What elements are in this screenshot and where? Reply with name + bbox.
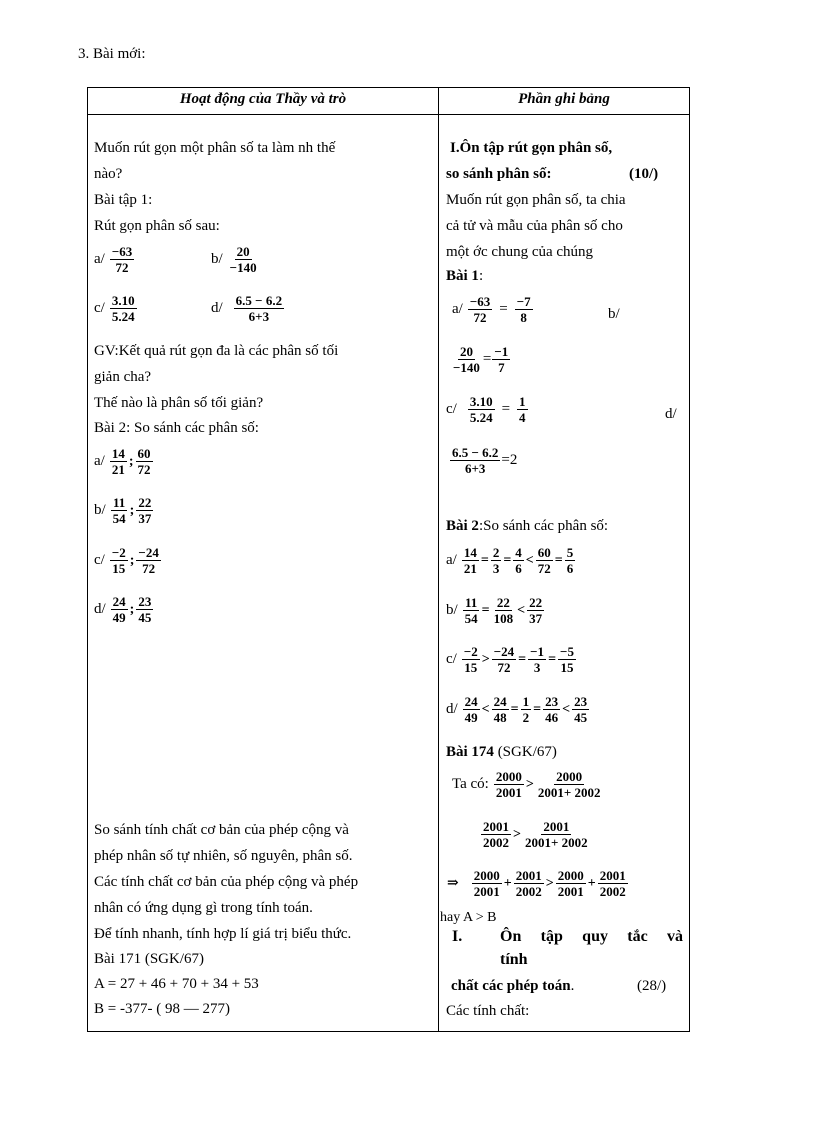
denominator: 6 bbox=[566, 561, 574, 576]
denominator: 72 bbox=[497, 660, 511, 675]
denominator: 3 bbox=[492, 561, 500, 576]
fraction bbox=[527, 595, 544, 626]
denominator: 2002 bbox=[483, 835, 509, 850]
fraction bbox=[598, 868, 628, 899]
numerator: −24 bbox=[493, 644, 515, 659]
exercise-2c bbox=[94, 545, 162, 576]
denominator: 45 bbox=[138, 610, 152, 625]
operator: = bbox=[510, 701, 519, 717]
fraction bbox=[111, 594, 128, 625]
section-title bbox=[451, 978, 574, 995]
operator: < bbox=[517, 602, 526, 618]
period: . bbox=[570, 978, 575, 994]
section-title: so sánh phân số: bbox=[446, 166, 552, 182]
numerator: 3.10 bbox=[469, 394, 493, 409]
separator: ; bbox=[129, 601, 135, 617]
fraction bbox=[536, 545, 553, 576]
denominator: 49 bbox=[464, 710, 478, 725]
comparison-1 bbox=[452, 769, 604, 800]
fraction bbox=[234, 293, 284, 324]
fraction bbox=[111, 495, 128, 526]
operator: > bbox=[513, 826, 521, 842]
denominator: 2001+ 2002 bbox=[524, 835, 588, 850]
exercise-title: Bài 2: So sánh các phân số: bbox=[94, 420, 259, 436]
numerator: 1 bbox=[522, 694, 530, 709]
denominator: 5.24 bbox=[111, 309, 135, 324]
denominator: 2001 bbox=[557, 884, 584, 899]
exercise-reference: (SGK/67) bbox=[493, 744, 557, 760]
item-label: d/ bbox=[211, 300, 223, 316]
numerator: 2001 bbox=[515, 868, 542, 883]
separator: ; bbox=[128, 453, 134, 469]
section-title: tính bbox=[500, 951, 528, 968]
item-label: b/ bbox=[94, 502, 106, 518]
fraction bbox=[514, 868, 544, 899]
numerator: −5 bbox=[560, 644, 574, 659]
denominator: 72 bbox=[537, 561, 551, 576]
text-line: So sánh tính chất cơ bản của phép cộng và bbox=[94, 822, 349, 838]
denominator: 46 bbox=[545, 710, 559, 725]
denominator: −140 bbox=[229, 260, 257, 275]
answer-2c bbox=[446, 644, 577, 675]
denominator: 8 bbox=[520, 310, 527, 325]
numerator: 20 bbox=[236, 244, 250, 259]
equals-sign: = bbox=[482, 351, 492, 367]
result-value: =2 bbox=[501, 452, 518, 468]
denominator: 37 bbox=[138, 511, 152, 526]
operator: + bbox=[503, 875, 512, 891]
separator: ; bbox=[129, 502, 135, 518]
numerator: 5 bbox=[566, 545, 574, 560]
denominator: 49 bbox=[112, 610, 126, 625]
section-title: I.Ôn tập rút gọn phân số, bbox=[450, 140, 613, 156]
text-line: Các tính chất cơ bản của phép cộng và phép bbox=[94, 874, 359, 890]
answer-2d bbox=[446, 694, 590, 725]
item-label: d/ bbox=[446, 701, 458, 717]
colon: : bbox=[478, 268, 484, 284]
fraction bbox=[528, 644, 546, 675]
fraction bbox=[463, 595, 480, 626]
exercise-label: Bài 174 bbox=[446, 744, 494, 760]
operator: < bbox=[525, 552, 534, 568]
numerator: 60 bbox=[537, 545, 551, 560]
denominator: 37 bbox=[529, 611, 543, 626]
numerator: 20 bbox=[459, 344, 473, 359]
numerator: 24 bbox=[493, 694, 507, 709]
item-label: d/ bbox=[665, 406, 677, 422]
text-line: một ớc chung của chúng bbox=[446, 244, 594, 260]
operator: = bbox=[480, 552, 489, 568]
table-border-mid bbox=[438, 87, 439, 1032]
fraction bbox=[565, 545, 576, 576]
table-border-left bbox=[87, 87, 88, 1032]
fraction bbox=[523, 819, 590, 850]
numerator: −1 bbox=[530, 644, 545, 659]
table-border-bottom bbox=[87, 1031, 690, 1032]
fraction bbox=[513, 545, 524, 576]
item-label: b/ bbox=[211, 251, 223, 267]
denominator: 6+3 bbox=[465, 461, 486, 476]
section-time: (28/) bbox=[637, 978, 667, 994]
fraction bbox=[492, 644, 516, 675]
numerator: 2000 bbox=[473, 868, 500, 883]
exercise-label: Bài 1 bbox=[446, 268, 479, 284]
answer-1b bbox=[450, 344, 511, 375]
numerator: −24 bbox=[138, 545, 159, 560]
exercise-2d bbox=[94, 594, 154, 625]
fraction bbox=[136, 495, 153, 526]
fraction bbox=[515, 294, 533, 325]
numerator: 22 bbox=[496, 595, 510, 610]
operator: = bbox=[533, 701, 542, 717]
section-title-text: chất các phép toán bbox=[451, 978, 571, 994]
denominator: 72 bbox=[142, 561, 156, 576]
operator: > bbox=[525, 776, 534, 792]
denominator: 6+3 bbox=[248, 309, 270, 324]
numerator: 24 bbox=[464, 694, 478, 709]
answer-1d bbox=[449, 445, 517, 476]
denominator: 2001 bbox=[473, 884, 500, 899]
denominator: 4 bbox=[519, 410, 526, 425]
column-header-board: Phần ghi bảng bbox=[518, 91, 610, 107]
numerator: −2 bbox=[111, 545, 126, 560]
numerator: 3.10 bbox=[111, 293, 135, 308]
expression-b: B = -377- ( 98 — 277) bbox=[94, 1001, 230, 1017]
denominator: 72 bbox=[473, 310, 487, 325]
denominator: 72 bbox=[115, 260, 129, 275]
question-line: Thế nào là phân số tối giản? bbox=[94, 395, 264, 411]
section-title: Ôn tập quy tắc và bbox=[500, 928, 683, 945]
equals-sign: = bbox=[501, 401, 511, 417]
fraction bbox=[481, 819, 511, 850]
conclusion: hay A > B bbox=[440, 910, 497, 925]
fraction bbox=[110, 244, 134, 275]
section-heading: 3. Bài mới: bbox=[78, 46, 146, 62]
numerator: 6.5 − 6.2 bbox=[235, 293, 283, 308]
fraction bbox=[110, 545, 128, 576]
numerator: 1 bbox=[519, 394, 526, 409]
exercise-1c bbox=[94, 293, 138, 324]
exercise-task: :So sánh các phân số: bbox=[478, 518, 609, 534]
numerator: 14 bbox=[463, 545, 477, 560]
numerator: 2 bbox=[492, 545, 500, 560]
denominator: 21 bbox=[111, 462, 125, 477]
fraction bbox=[572, 694, 589, 725]
fraction bbox=[492, 595, 516, 626]
operator: = bbox=[518, 651, 527, 667]
text-line: Các tính chất: bbox=[446, 1003, 530, 1019]
denominator: 45 bbox=[574, 710, 588, 725]
table-border-header bbox=[87, 114, 690, 115]
exercise-2a bbox=[94, 446, 154, 477]
numerator: 60 bbox=[137, 446, 151, 461]
item-label: c/ bbox=[94, 552, 105, 568]
fraction bbox=[228, 244, 259, 275]
answer-2b bbox=[446, 595, 545, 626]
denominator: −140 bbox=[453, 360, 480, 375]
operator: + bbox=[587, 875, 596, 891]
teacher-note: GV:Kết quả rút gọn đa là các phân số tối bbox=[94, 343, 339, 359]
exercise-2b bbox=[94, 495, 154, 526]
fraction bbox=[492, 344, 510, 375]
fraction bbox=[521, 694, 532, 725]
item-label: b/ bbox=[446, 602, 458, 618]
denominator: 2 bbox=[522, 710, 530, 725]
table-border-top bbox=[87, 87, 690, 88]
item-label: d/ bbox=[94, 601, 106, 617]
fraction bbox=[543, 694, 560, 725]
fraction bbox=[494, 769, 524, 800]
numerator: 23 bbox=[545, 694, 559, 709]
fraction bbox=[463, 694, 480, 725]
fraction bbox=[472, 868, 502, 899]
section-time: (10/) bbox=[629, 166, 659, 182]
text-line: phép nhân số tự nhiên, số nguyên, phân số. bbox=[94, 848, 353, 864]
fraction bbox=[517, 394, 528, 425]
exercise-1b bbox=[211, 244, 260, 275]
exercise-title bbox=[446, 744, 557, 761]
numerator: 6.5 − 6.2 bbox=[452, 445, 499, 460]
operator: = bbox=[503, 552, 512, 568]
fraction bbox=[556, 868, 586, 899]
item-label: c/ bbox=[446, 651, 457, 667]
column-header-teacher-student: Hoạt động của Thầy và trò bbox=[179, 91, 347, 107]
fraction bbox=[462, 644, 480, 675]
section-number: I. bbox=[452, 928, 463, 945]
exercise-title: Bài tập 1: bbox=[94, 192, 153, 208]
denominator: 2001+ 2002 bbox=[537, 785, 601, 800]
denominator: 5.24 bbox=[469, 410, 493, 425]
denominator: 54 bbox=[112, 511, 126, 526]
denominator: 2001 bbox=[495, 785, 522, 800]
lead-text: Ta có: bbox=[452, 776, 489, 792]
numerator: 2001 bbox=[543, 819, 570, 834]
operator: = bbox=[554, 552, 563, 568]
fraction bbox=[462, 545, 479, 576]
denominator: 15 bbox=[464, 660, 478, 675]
numerator: −63 bbox=[469, 294, 491, 309]
numerator: 2000 bbox=[556, 769, 583, 784]
fraction bbox=[136, 545, 160, 576]
numerator: 2001 bbox=[599, 868, 626, 883]
fraction bbox=[558, 644, 576, 675]
question-line: nào? bbox=[94, 166, 123, 182]
fraction bbox=[451, 344, 482, 375]
denominator: 21 bbox=[463, 561, 477, 576]
answer-1a bbox=[452, 294, 534, 325]
fraction bbox=[468, 294, 492, 325]
exercise-1d bbox=[211, 293, 285, 324]
exercise-title: Bài 171 (SGK/67) bbox=[94, 951, 204, 967]
numerator: 23 bbox=[138, 594, 152, 609]
fraction bbox=[136, 446, 153, 477]
teacher-note: giản cha? bbox=[94, 369, 152, 385]
numerator: 22 bbox=[529, 595, 543, 610]
table-border-right bbox=[689, 87, 690, 1032]
denominator: 15 bbox=[112, 561, 126, 576]
numerator: 4 bbox=[515, 545, 522, 560]
denominator: 54 bbox=[464, 611, 478, 626]
fraction bbox=[491, 545, 502, 576]
numerator: 22 bbox=[138, 495, 152, 510]
comparison-3 bbox=[446, 868, 629, 899]
fraction bbox=[136, 594, 153, 625]
answer-1c bbox=[446, 394, 529, 425]
denominator: 2002 bbox=[599, 884, 626, 899]
operator: > bbox=[545, 875, 554, 891]
item-label: a/ bbox=[446, 552, 457, 568]
fraction bbox=[492, 694, 509, 725]
numerator: −2 bbox=[463, 644, 478, 659]
numerator: 2000 bbox=[557, 868, 584, 883]
fraction bbox=[468, 394, 495, 425]
equals-sign: = bbox=[499, 301, 508, 317]
separator: ; bbox=[129, 552, 135, 568]
numerator: 23 bbox=[574, 694, 588, 709]
exercise-1a bbox=[94, 244, 135, 275]
text-line: cả tử và mẫu của phân số cho bbox=[446, 218, 623, 234]
item-label: a/ bbox=[94, 251, 105, 267]
fraction bbox=[110, 293, 137, 324]
expression-a: A = 27 + 46 + 70 + 34 + 53 bbox=[94, 976, 259, 992]
exercise-label: Bài 2 bbox=[446, 518, 479, 534]
exercise-title bbox=[446, 268, 483, 285]
fraction bbox=[110, 446, 127, 477]
operator: < bbox=[562, 701, 571, 717]
answer-2a bbox=[446, 545, 576, 576]
item-label: b/ bbox=[608, 306, 620, 322]
item-label: c/ bbox=[94, 300, 105, 316]
denominator: 6 bbox=[515, 561, 522, 576]
item-label: c/ bbox=[446, 401, 457, 417]
denominator: 48 bbox=[493, 710, 507, 725]
question-line: Muốn rút gọn một phân số ta làm nh thế bbox=[94, 140, 336, 156]
numerator: 24 bbox=[112, 594, 126, 609]
numerator: 14 bbox=[111, 446, 125, 461]
operator: > bbox=[481, 651, 490, 667]
fraction bbox=[450, 445, 500, 476]
denominator: 7 bbox=[498, 360, 505, 375]
text-line: Muốn rút gọn phân số, ta chia bbox=[446, 192, 626, 208]
numerator: −7 bbox=[516, 294, 531, 309]
text-line: nhân có ứng dụng gì trong tính toán. bbox=[94, 900, 313, 916]
denominator: 15 bbox=[560, 660, 574, 675]
text-line: Để tính nhanh, tính hợp lí giá trị biểu thức. bbox=[94, 926, 352, 942]
operator: < bbox=[481, 701, 490, 717]
numerator: −63 bbox=[111, 244, 133, 259]
exercise-title bbox=[446, 518, 608, 535]
operator: = bbox=[481, 602, 490, 618]
exercise-task: Rút gọn phân số sau: bbox=[94, 218, 220, 234]
numerator: 2001 bbox=[483, 819, 509, 834]
fraction bbox=[536, 769, 603, 800]
item-label: a/ bbox=[94, 453, 105, 469]
numerator: −1 bbox=[494, 344, 509, 359]
implies-icon: ⇒ bbox=[447, 876, 459, 891]
denominator: 72 bbox=[137, 462, 151, 477]
denominator: 2002 bbox=[515, 884, 542, 899]
operator: = bbox=[548, 651, 557, 667]
numerator: 11 bbox=[113, 495, 126, 510]
denominator: 3 bbox=[533, 660, 541, 675]
comparison-2 bbox=[480, 819, 591, 850]
item-label: a/ bbox=[452, 301, 463, 317]
numerator: 2000 bbox=[495, 769, 522, 784]
numerator: 11 bbox=[465, 595, 478, 610]
denominator: 108 bbox=[493, 611, 514, 626]
